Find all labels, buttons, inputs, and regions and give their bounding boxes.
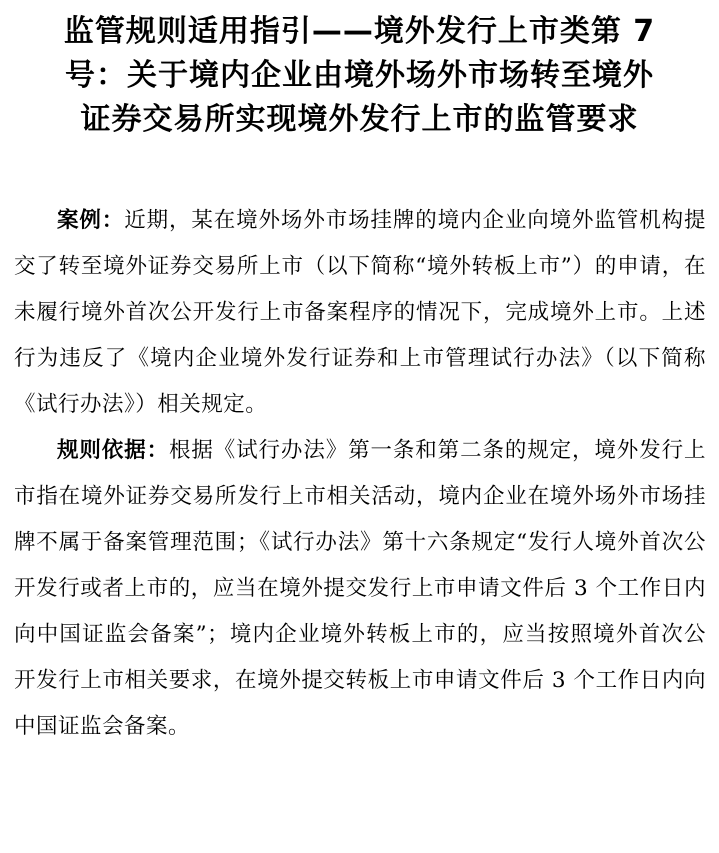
rule-basis-label: 规则依据： [57,438,169,463]
title-line-3: 证券交易所实现境外发行上市的监管要求 [80,102,639,137]
case-paragraph [14,198,706,428]
case-text: 近期，某在境外场外市场挂牌的境内企业向境外监管机构提交了转至境外证券交易所上市（以下简称“境外转板上市”）的申请，在未履行境外首次公开发行上市备案程序的情况下，完成境外上市。上述行为违反了《境内企业境外发行证券和上市管理试行办法》（以下简称《试行办法》）相关规定。 [14,208,706,417]
title-line-2: 号：关于境内企业由境外场外市场转至境外 [65,58,654,93]
title-line-1: 监管规则适用指引——境外发行上市类第 7 [63,14,656,49]
rule-basis-text: 根据《试行办法》第一条和第二条的规定，境外发行上市指在境外证券交易所发行上市相关活动，境内企业在境外场外市场挂牌不属于备案管理范围；《试行办法》第十六条规定“发行人境外首次公开发行或者上市的，应当在境外提交发行上市申请文件后 3 个工作日内向中国证监会备案”；境内企业境外转板上市的，应当按照境外首次公开发行上市相关要求，在境外提交转板上市申请文件后 3 个工作日内向中国证监会备案。 [14,438,706,739]
case-label: 案例： [57,208,125,233]
document-body [14,198,706,750]
document-title [10,10,709,142]
rule-basis-paragraph [14,428,706,750]
